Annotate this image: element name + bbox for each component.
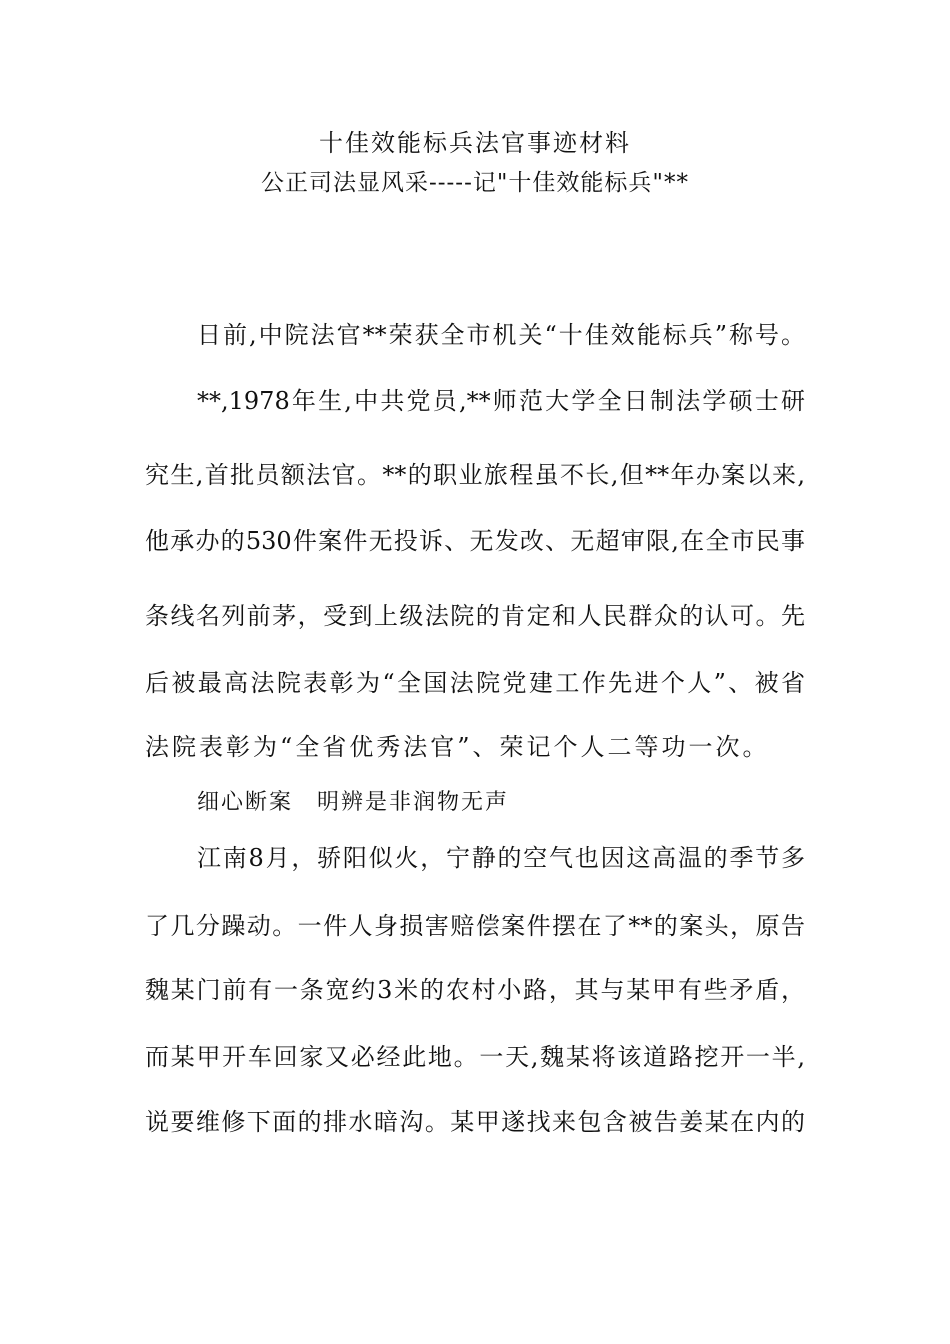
paragraph-line: 了几分躁动。一件人身损害赔偿案件摆在了**的案头，原告 <box>145 912 805 940</box>
document-subtitle: 公正司法显风采-----记"十佳效能标兵"** <box>260 170 689 196</box>
document-title: 十佳效能标兵法官事迹材料 <box>319 129 631 157</box>
paragraph-line: 究生,首批员额法官。**的职业旅程虽不长,但**年办案以来, <box>145 461 805 489</box>
paragraph-line: 日前,中院法官**荣获全市机关“十佳效能标兵”称号。 <box>197 321 805 349</box>
paragraph-line: 法院表彰为“全省优秀法官”、荣记个人二等功一次。 <box>145 733 770 761</box>
paragraph-line: 说要维修下面的排水暗沟。某甲遂找来包含被告姜某在内的 <box>145 1108 805 1136</box>
paragraph-line: 魏某门前有一条宽约3米的农村小路，其与某甲有些矛盾， <box>145 976 805 1004</box>
section-heading: 细心断案 明辨是非润物无声 <box>197 790 510 815</box>
paragraph-line: 而某甲开车回家又必经此地。一天,魏某将该道路挖开一半, <box>145 1043 805 1071</box>
paragraph-line: 江南8月，骄阳似火，宁静的空气也因这高温的季节多 <box>197 844 805 872</box>
paragraph-line: **,1978年生,中共党员,**师范大学全日制法学硕士研 <box>197 387 805 415</box>
paragraph-line: 条线名列前茅，受到上级法院的肯定和人民群众的认可。先 <box>145 602 805 630</box>
paragraph-line: 他承办的530件案件无投诉、无发改、无超审限,在全市民事 <box>145 527 805 555</box>
paragraph-line: 后被最高法院表彰为“全国法院党建工作先进个人”、被省 <box>145 669 805 697</box>
